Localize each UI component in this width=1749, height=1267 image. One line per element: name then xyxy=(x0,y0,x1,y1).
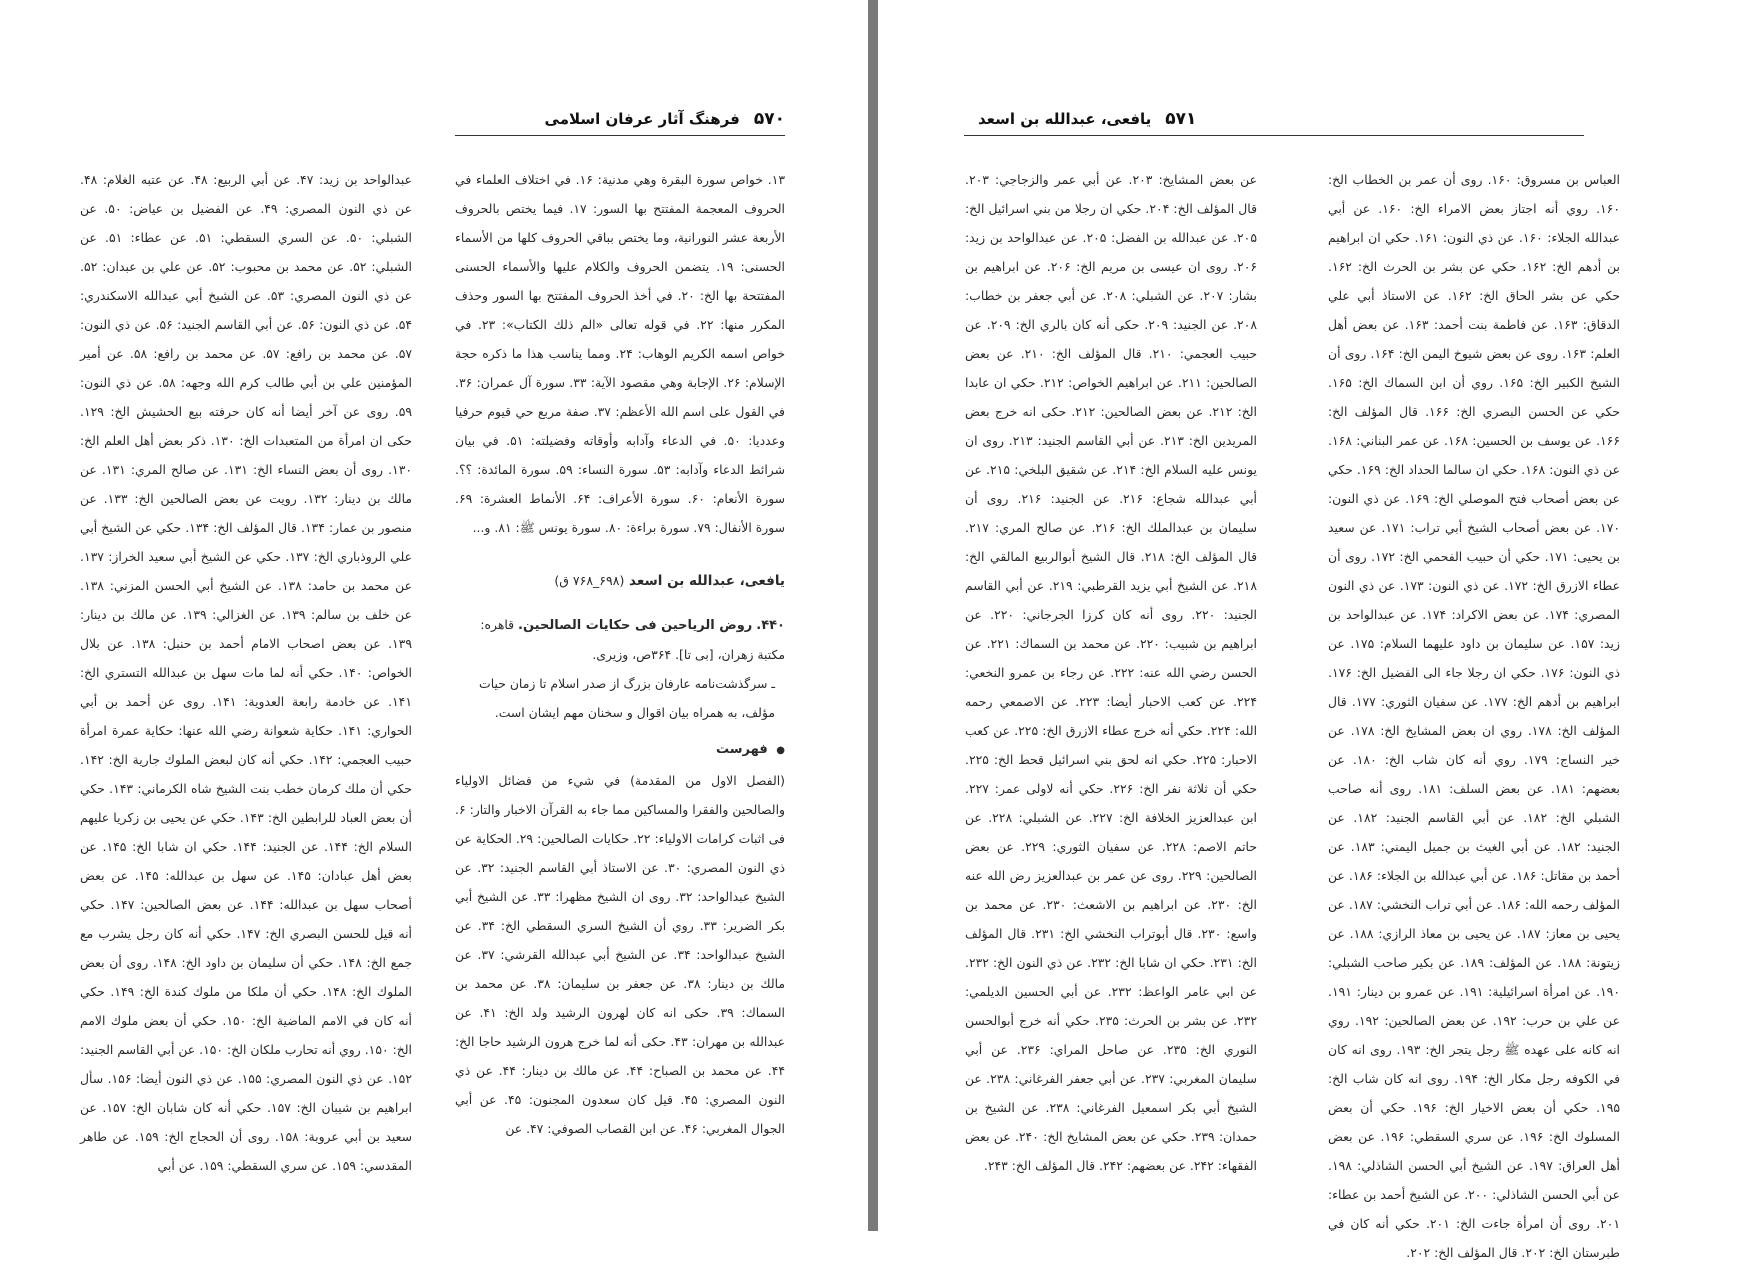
entry-block xyxy=(455,566,785,1156)
toc-heading xyxy=(455,735,785,766)
entry-title xyxy=(455,566,785,596)
entry-author: یافعی، عبدالله بن اسعد xyxy=(629,573,785,589)
right-page xyxy=(878,0,1749,1260)
left-page-header xyxy=(455,104,785,134)
toc-heading-label: فهرست xyxy=(716,742,768,757)
book-publication: قاهره: مكتبة زهران، [بى تا]. ۳۶۴ص، وزيرى. xyxy=(480,617,785,662)
book-number: ۴۴۰. xyxy=(756,618,785,633)
page-gutter xyxy=(868,0,878,1231)
running-title: فرهنگ آثار عرفان اسلامی xyxy=(544,110,740,128)
header-rule xyxy=(964,135,1584,136)
toc-text: (الفصل الاول من المقدمة) في شيء من فضائل الاولياء والصالحين والفقرا والمساكين مما جاء به القرآن الاخبار والتار: ۶. فى اثبات كرامات الاولياء: ۲۲. حكايات الصالحين: ۲۹. الحكاية عن ذي النون المصري: ۳۰. عن الاستاذ أبي القاسم الجنيد: ۳۲. عن الشيخ عبدالواحد: ۳۲. روى ان الشيخ مظهرا: ۳۳. عن الشيخ أبي بكر الضرير: ۳۳. روي أن الشيخ السري السقطي الخ: ۳۴. عن الشيخ عبدالواحد: ۳۴. عن الشيخ أبي عبدالله القرشي: ۳۷. عن مالك بن دينار: ۳۸. عن جعفر بن سليمان: ۳۸. عن محمد بن السماك: ۳۹. حكى انه كان لهرون الرشيد ولد الخ: ۴۱. عن عبدالله بن مهران: ۴۳. حكى أنه لما خرج هرون الرشيد حاجا الخ: ۴۴. عن محمد بن الصباح: ۴۴. عن مالك بن دينار: ۴۴. عن ذي النون المصري: ۴۵. قيل كان سعدون المجنون: ۴۵. عن أبي الجوال المغربي: ۴۶. عن ابن القصاب الصوفي: ۴۷. عن xyxy=(455,773,786,1136)
header-rule xyxy=(455,135,785,136)
book-reference xyxy=(455,610,785,669)
text-column-left: عبدالواحد بن زيد: ۴۷. عن أبي الربيع: ۴۸. عن عتبه الغلام: ۴۸. عن ذي النون المصري: ۴۹. عن الفضيل بن عياض: ۵۰. عن الشبلي: ۵۰. عن السري السقطي: ۵۱. عن عطاء: ۵۱. عن الشبلي: ۵۲. عن محمد بن محبوب: ۵۲. عن علي بن عبدان: ۵۲. عن ذي النون المصري: ۵۳. عن الشيخ أبي عبدالله الاسكندري: ۵۴. عن ذي النون: ۵۶. عن أبي القاسم الجنيد: ۵۶. عن ذي النون: ۵۷. عن محمد بن رافع: ۵۷. عن محمد بن رافع: ۵۸. عن أمير المؤمنين علي بن أبي طالب كرم الله وجهه: ۵۸. عن ذي النون: ۵۹. روى عن آخر أيضا أنه كان حرفته بيع الحشيش الخ: ۱۲۹. حكى ان امرأة من المتعبدات الخ: ۱۳۰. ذكر بعض أهل العلم الخ: ۱۳۰. روى أن بعض النساء الخ: ۱۳۱. عن صالح المري: ۱۳۱. عن مالك بن دينار: ۱۳۲. رويت عن بعض الصالحين الخ: ۱۳۳. عن منصور بن عمار: ۱۳۴. قال المؤلف الخ: ۱۳۴. حكي عن الشيخ أبي علي الروذباري الخ: ۱۳۷. حكي عن الشيخ أبي سعيد الخراز: ۱۳۷. عن محمد بن حامد: ۱۳۸. عن الشيخ أبي الحسن المزني: ۱۳۸. عن خلف بن سالم: ۱۳۹. عن الغزالي: ۱۳۹. عن مالك بن دينار: ۱۳۹. عن بعض اصحاب الامام أحمد بن حنبل: ۱۳۸. عن بلال الخواص: ۱۴۰. حكي أنه لما مات سهل بن عبدالله التستري الخ: ۱۴۱. عن خادمة رابعة العدوية: ۱۴۱. روى عن أحمد بن أبي الحواري: ۱۴۱. حكاية شعوانة رضي الله عنها: حكاية عمرة امرأة حبيب العجمي: ۱۴۲. حكي أنه كان لبعض الملوك جارية الخ: ۱۴۲. حكي أن ملك كرمان خطب بنت الشيخ شاه الكرماني: ۱۴۳. حكي أن بعض العباد للرابطين الخ: ۱۴۳. حكي عن يحيى بن زكريا عليهم السلام الخ: ۱۴۴. عن الجنيد: ۱۴۴. حكي ان شابا الخ: ۱۴۵. عن بعض أهل عبادان: ۱۴۵. عن سهل بن عبدالله: ۱۴۵. عن بعض أصحاب سهل بن عبدالله: ۱۴۴. عن بعض الصالحين: ۱۴۷. حكي أنه قيل للحسن البصري الخ: ۱۴۷. حكي أنه كان رجل يشرب مع جمع الخ: ۱۴۸. حكي أن سليمان بن داود الخ: ۱۴۸. روى أن بعض الملوك الخ: ۱۴۸. حكي أن ملكا من ملوك كندة الخ: ۱۴۹. حكي أنه كان في الامم الماضية الخ: ۱۵۰. حكي أن بعض ملوك الامم الخ: ۱۵۰. روي أنه تحارب ملكان الخ: ۱۵۰. عن أبي القاسم الجنيد: ۱۵۲. عن ذي النون المصري: ۱۵۵. عن ذي النون أيضا: ۱۵۶. سأل ابراهيم بن شيبان الخ: ۱۵۷. حكي أنه كان شابان الخ: ۱۵۷. عن سعيد بن أبي عروبة: ۱۵۸. روى أن الحجاج الخ: ۱۵۹. عن طاهر المقدسي: ۱۵۹. عن سري السقطي: ۱۵۹. عن أبي xyxy=(80,172,413,1173)
page-number: ۵۷۰ xyxy=(753,109,785,129)
left-page xyxy=(0,0,868,1231)
book-description: ـ سرگذشت‌نامه عارفان بزرگ از صدر اسلام تا زمان حیات مؤلف، به همراه بیان اقوال و سخنان مهم ایشان است. xyxy=(479,676,775,720)
running-title: یافعی، عبدالله بن اسعد xyxy=(978,110,1152,128)
entry-dates: (۶۹۸_۷۶۸ ق) xyxy=(554,573,625,588)
page-number: ۵۷۱ xyxy=(1165,109,1197,129)
bullet-icon: ● xyxy=(776,745,785,756)
book-title: روض الرياحين فى حكايات الصالحين. xyxy=(518,618,753,633)
right-page-header xyxy=(978,104,1578,134)
text-column-left: عن بعض المشايخ: ۲۰۳. عن أبي عمر والزجاجي: ۲۰۳. قال المؤلف الخ: ۲۰۴. حكي ان رجلا من بني اسرائيل الخ: ۲۰۵. عن عبدالله بن الفضل: ۲۰۵. عن عبدالواحد بن زيد: ۲۰۶. روى ان عيسى بن مريم الخ: ۲۰۶. عن ابراهيم بن بشار: ۲۰۷. عن الشبلي: ۲۰۸. عن أبي جعفر بن خطاب: ۲۰۸. عن الجنيد: ۲۰۹. حكى أنه كان بالري الخ: ۲۰۹. عن حبيب العجمي: ۲۱۰. قال المؤلف الخ: ۲۱۰. عن بعض الصالحين: ۲۱۱. عن ابراهيم الخواص: ۲۱۲. حكي ان عابدا الخ: ۲۱۲. عن بعض الصالحين: ۲۱۲. حكى انه خرج بعض المريدين الخ: ۲۱۳. عن أبي القاسم الجنيد: ۲۱۳. روى ان يونس عليه السلام الخ: ۲۱۴. عن شقيق البلخي: ۲۱۵. عن أبي عبدالله شجاع: ۲۱۶. عن الجنيد: ۲۱۶. روى أن سليمان بن عبدالملك الخ: ۲۱۶. عن صالح المري: ۲۱۷. قال المؤلف الخ: ۲۱۸. قال الشيخ أبوالربيع المالقي الخ: ۲۱۸. عن الشيخ أبي يزيد القرطبي: ۲۱۹. عن أبي القاسم الجنيد: ۲۲۰. روى أنه كان كرزا الجرجاني: ۲۲۰. عن ابراهيم بن شبيب: ۲۲۰. عن محمد بن السماك: ۲۲۱. عن الحسن رضي الله عنه: ۲۲۲. عن رجاء بن عمرو النخعي: ۲۲۴. عن كعب الاحبار أيضا: ۲۲۳. عن الاصمعي رحمه الله: ۲۲۴. حكي أنه خرج عطاء الازرق الخ: ۲۲۵. عن كعب الاحبار: ۲۲۵. حكي انه لحق بني اسرائيل قحط الخ: ۲۲۵. حكي أن ثلاثة نفر الخ: ۲۲۶. حكي أنه لاولى عمر: ۲۲۷. ابن عبدالعزيز الخلافة الخ: ۲۲۷. عن الشبلي: ۲۲۸. عن حاتم الاصم: ۲۲۸. عن سفيان الثوري: ۲۲۹. عن بعض الصالحين: ۲۲۹. روى عن عمر بن عبدالعزيز رض الله عنه الخ: ۲۳۰. عن ابراهيم بن الاشعث: ۲۳۰. عن محمد بن واسع: ۲۳۰. قال أبوتراب النخشي الخ: ۲۳۱. قال المؤلف الخ: ۲۳۱. حكي ان شابا الخ: ۲۳۲. عن ذي النون الخ: ۲۳۲. عن ابي عامر الواعظ: ۲۳۲. عن أبي الحسين الديلمي: ۲۳۲. عن بشر بن الحرث: ۲۳۵. حكي أنه خرج أبوالحسن النوري الخ: ۲۳۵. عن صاحل المراي: ۲۳۶. عن أبي سليمان المغربي: ۲۳۷. عن أبي جعفر الفرغاني: ۲۳۸. عن الشيخ أبي بكر اسمعيل الفرغاني: ۲۳۸. عن الشيخ بن حمدان: ۲۳۹. حكي عن بعض المشايخ الخ: ۲۴۰. عن بعض الفقهاء: ۲۴۲. عن بعضهم: ۲۴۲. قال المؤلف الخ: ۲۴۳. xyxy=(965,172,1258,1173)
text-column-right: العباس بن مسروق: ۱۶۰. روى أن عمر بن الخطاب الخ: ۱۶۰. روي أنه اجتاز بعض الامراء الخ: ۱۶۰. عن أبي عبدالله الجلاء: ۱۶۰. عن ذي النون: ۱۶۱. حكي ان ابراهيم بن أدهم الخ: ۱۶۲. حكي عن بشر بن الحرث الخ: ۱۶۲. حكي عن بشر الحاق الخ: ۱۶۲. عن الاستاذ أبي علي الدقاق: ۱۶۳. عن فاطمة بنت أحمد: ۱۶۳. عن بعض أهل العلم: ۱۶۳. روى عن بعض شيوخ اليمن الخ: ۱۶۴. روى أن الشيخ الكبير الخ: ۱۶۵. روي أن ابن السماك الخ: ۱۶۵. حكي عن الحسن البصري الخ: ۱۶۶. قال المؤلف الخ: ۱۶۶. عن يوسف بن الحسين: ۱۶۸. عن عمر البناني: ۱۶۸. عن ذي النون: ۱۶۸. حكي ان سالما الحداد الخ: ۱۶۹. حكي عن بعض أصحاب فتح الموصلي الخ: ۱۶۹. عن ذي النون: ۱۷۰. عن بعض أصحاب الشيخ أبي تراب: ۱۷۱. عن سعيد بن يحيى: ۱۷۱. حكي أن حبيب الفحمي الخ: ۱۷۲. روى أن عطاء الازرق الخ: ۱۷۲. عن ذي النون: ۱۷۳. عن ذي النون المصري: ۱۷۴. عن بعض الاكراد: ۱۷۴. عن عبدالواحد بن زيد: ۱۵۷. عن سليمان بن داود عليهما السلام: ۱۷۵. عن ذي النون: ۱۷۶. حكي ان رجلا جاء الى الفضيل الخ: ۱۷۶. ابراهيم بن أدهم الخ: ۱۷۷. عن سفيان الثوري: ۱۷۷. قال المؤلف الخ: ۱۷۸. روي ان بعض المشايخ الخ: ۱۷۸. عن خير النساج: ۱۷۹. روي أنه كان شاب الخ: ۱۸۰. عن بعضهم: ۱۸۱. عن بعض السلف: ۱۸۱. روى أنه صاحب الشبلي الخ: ۱۸۲. عن أبي القاسم الجنيد: ۱۸۲. عن الجنيد: ۱۸۲. عن أبي الغيث بن جميل اليمني: ۱۸۳. عن أحمد بن مقاتل: ۱۸۶. عن أبي عبدالله بن الجلاء: ۱۸۶. عن المؤلف رحمه الله: ۱۸۶. عن أبي تراب النخشي: ۱۸۷. عن يحيى بن معاز: ۱۸۷. عن يحيى بن معاذ الرازي: ۱۸۸. عن زيتونة: ۱۸۸. عن المؤلف: ۱۸۹. عن بكير صاحب الشبلي: ۱۹۰. عن امرأة اسرائيلية: ۱۹۱. عن عمرو بن دينار: ۱۹۱. عن علي بن حرب: ۱۹۲. عن بعض الصالحين: ۱۹۲. روي انه كانه على عهده ﷺ رجل يتجر الخ: ۱۹۳. روى انه كان في الكوفه رجل مكار الخ: ۱۹۴. روى انه كان شاب الخ: ۱۹۵. حكي أن بعض الاخيار الخ: ۱۹۶. حكي أن بعض المسلوك الخ: ۱۹۶. عن سري السقطي: ۱۹۶. عن بعض أهل العراق: ۱۹۷. عن الشيخ أبي الحسن الشاذلي: ۱۹۸. عن أبي الحسن الشاذلي: ۲۰۰. عن الشيخ أحمد بن عطاء: ۲۰۱. روى أن امرأة جاءت الخ: ۲۰۱. حكي أنه كان في طبرستان الخ: ۲۰۲. قال المؤلف الخ: ۲۰۲. xyxy=(1328,172,1621,1260)
text-column-right: ۱۳. خواص سورة البقرة وهي مدنية: ۱۶. في اختلاف العلماء في الحروف المعجمة المفتتح بها السور: ۱۷. فيما يختص بالحروف الأربعة عشر النورانية، وما يختص بباقي الحروف كلها من الأسماء الحسنى: ۱۹. يتضمن الحروف والكلام عليها والأسماء الحسنى المفتتحة بها الخ: ۲۰. في أخذ الحروف المفتتح بها السور وحذف المكرر منها: ۲۲. في قوله تعالى «الم ذلك الكتاب»: ۲۳. في خواص اسمه الكريم الوهاب: ۲۴. ومما يناسب هذا ما ذكره حجة الإسلام: ۲۶. الإجابة وهي مقصود الآية: ۳۳. سورة آل عمران: ۳۶. في القول على اسم الله الأعظم: ۳۷. صفة مربع حي قيوم حرفيا وعدديا: ۵۰. في الدعاء وآدابه وأوقاته وفضيلته: ۵۱. في بيان شرائط الدعاء وآدابه: ۵۳. سورة النساء: ۵۹. سورة المائدة: ؟؟. سورة الأنعام: ۶۰. سورة الأعراف: ۶۴. الأنماط العشرة: ۶۹. سورة الأنفال: ۷۹. سورة براءة: ۸۰. سورة يونس ﷺ: ۸۱. و... xyxy=(455,172,785,535)
